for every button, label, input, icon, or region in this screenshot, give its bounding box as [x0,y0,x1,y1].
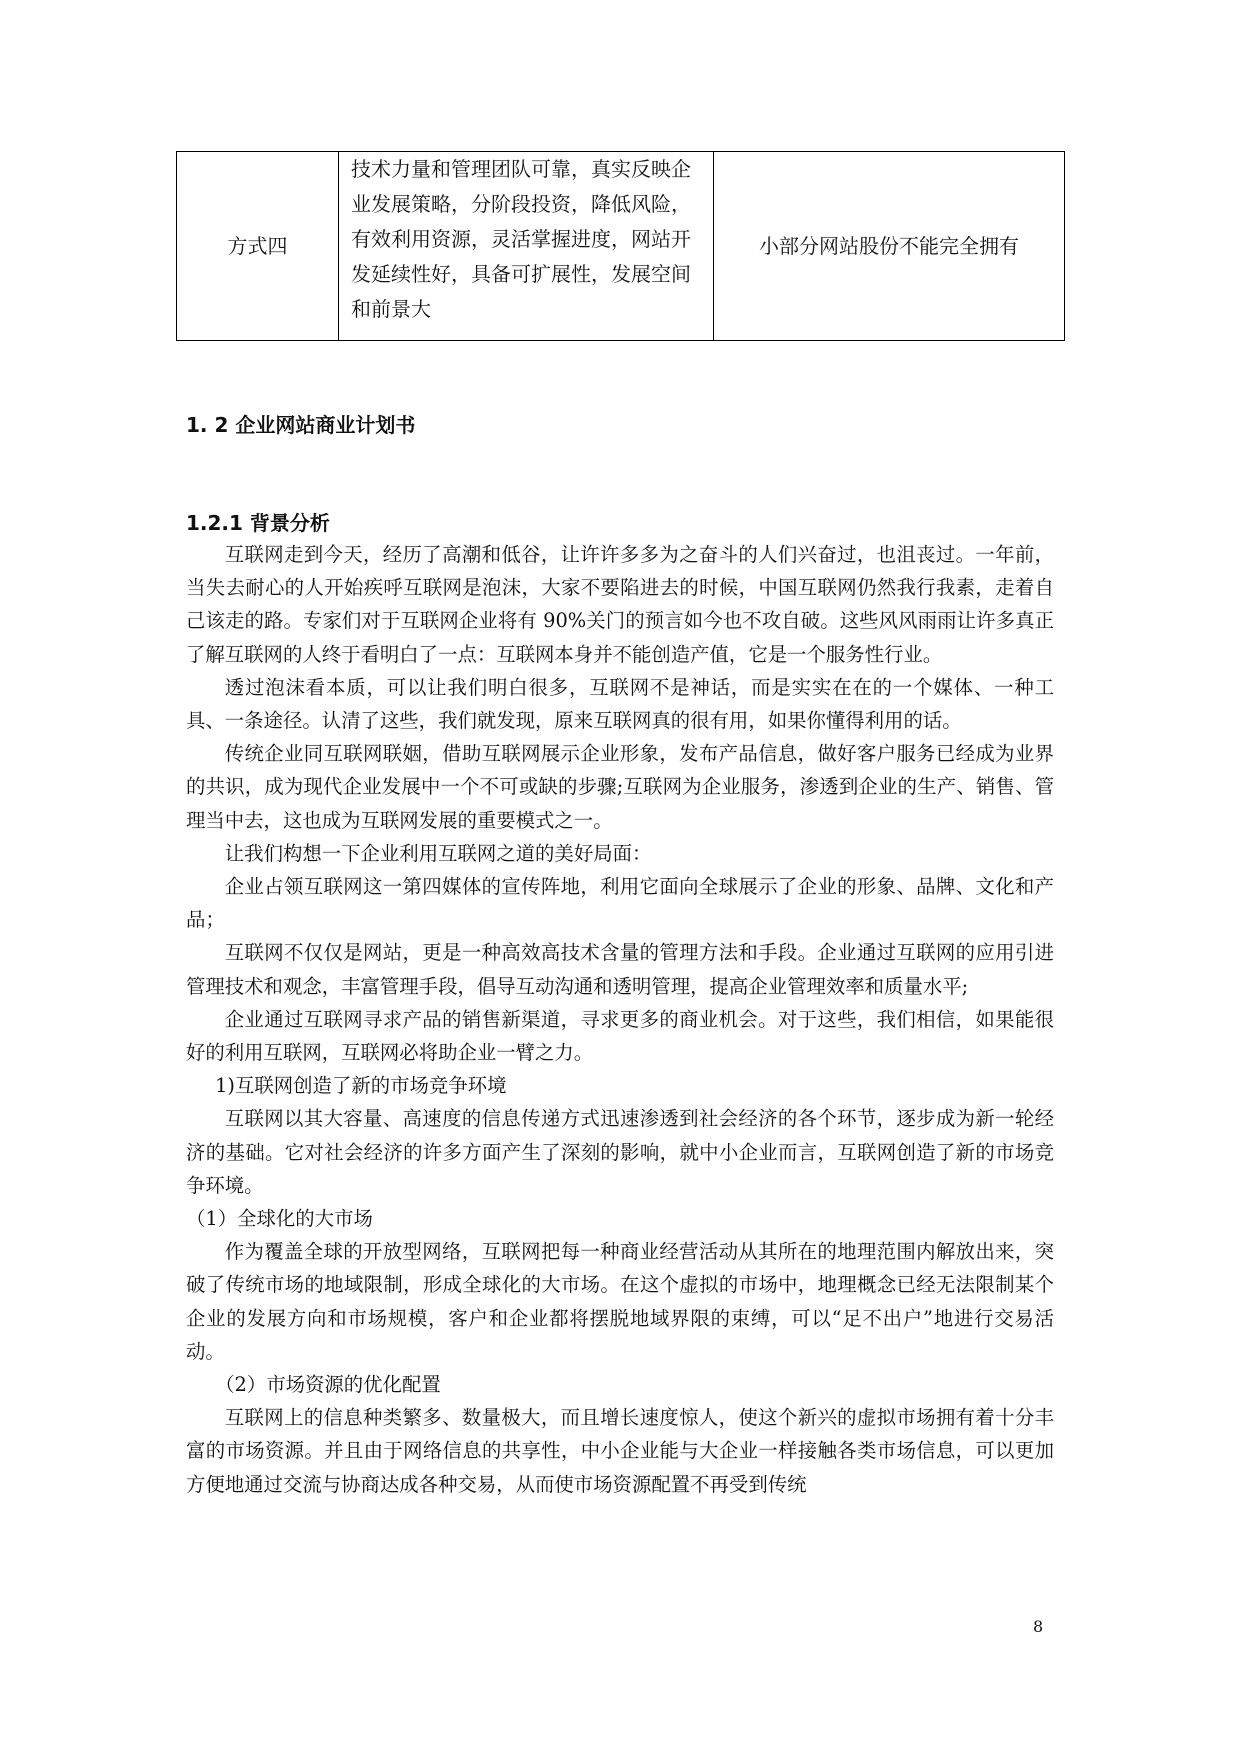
table-cell-advantages: 技术力量和管理团队可靠，真实反映企业发展策略，分阶段投资，降低风险，有效利用资源，灵活掌握进度，网站开发延续性好，具备可扩展性，发展空间和前景大 [339,152,714,341]
paragraph: 传统企业同互联网联姻，借助互联网展示企业形象，发布产品信息，做好客户服务已经成为业界的共识，成为现代企业发展中一个不可或缺的步骤;互联网为企业服务，渗透到企业的生产、销售、管理当中去，这也成为互联网发展的重要模式之一。 [186,742,1054,832]
paragraph: 作为覆盖全球的开放型网络，互联网把每一种商业经营活动从其所在的地理范围内解放出来，突破了传统市场的地域限制，形成全球化的大市场。在这个虚拟的市场中，地理概念已经无法限制某个企业的发展方向和市场规模，客户和企业都将摆脱地域界限的束缚，可以“足不出户”地进行交易活动。 [186,1240,1054,1363]
table-row [177,152,1065,341]
paragraph: 企业占领互联网这一第四媒体的宣传阵地，利用它面向全球展示了企业的形象、品牌、文化和产品； [186,875,1054,932]
table-cell-disadvantages: 小部分网站股份不能完全拥有 [714,152,1065,341]
paragraph: 让我们构想一下企业利用互联网之道的美好局面： [224,841,652,865]
paragraph: 透过泡沫看本质，可以让我们明白很多，互联网不是神话，而是实实在在的一个媒体、一种工具、一条途径。认清了这些，我们就发现，原来互联网真的很有用，如果你懂得利用的话。 [186,675,1054,733]
paragraph: 互联网以其大容量、高速度的信息传递方式迅速渗透到社会经济的各个环节，逐步成为新一轮经济的基础。它对社会经济的许多方面产生了深刻的影响，就中小企业而言，互联网创造了新的市场竞争环境。 [186,1107,1054,1197]
paragraph: 互联网上的信息种类繁多、数量极大，而且增长速度惊人，使这个新兴的虚拟市场拥有着十分丰富的市场资源。并且由于网络信息的共享性，中小企业能与大企业一样接触各类市场信息，可以更加方便地通过交流与协商达成各种交易，从而使市场资源配置不再受到传统 [186,1406,1054,1496]
list-heading: 1)互联网创造了新的市场竞争环境 [215,1074,507,1098]
section-heading: 1. 2 企业网站商业计划书 [186,413,416,437]
body-text [186,538,1054,1501]
comparison-table [176,151,1065,341]
subsection-heading: 1.2.1 背景分析 [186,511,330,535]
paragraph: 互联网走到今天，经历了高潮和低谷，让许许多多为之奋斗的人们兴奋过，也沮丧过。一年前，当失去耐心的人开始疾呼互联网是泡沫，大家不要陷进去的时候，中国互联网仍然我行我素，走着自己该走的路。专家们对于互联网企业将有 90%关门的预言如今也不攻自破。这些风风雨雨让许多真正了解互联网的人终于看明白了一点：互联网本身并不能创造产值，它是一个服务性行业。 [186,543,1054,666]
paragraph: 互联网不仅仅是网站，更是一种高效高技术含量的管理方法和手段。企业通过互联网的应用引进管理技术和观念，丰富管理手段，倡导互动沟通和透明管理，提高企业管理效率和质量水平; [186,941,1054,998]
sub-list-heading: （2）市场资源的优化配置 [215,1373,441,1397]
sub-list-heading: （1）全球化的大市场 [186,1207,373,1231]
paragraph: 企业通过互联网寻求产品的销售新渠道，寻求更多的商业机会。对于这些，我们相信，如果能很好的利用互联网，互联网必将助企业一臂之力。 [186,1007,1054,1065]
table-cell-method: 方式四 [177,152,339,341]
page-number: 8 [1033,1617,1044,1636]
